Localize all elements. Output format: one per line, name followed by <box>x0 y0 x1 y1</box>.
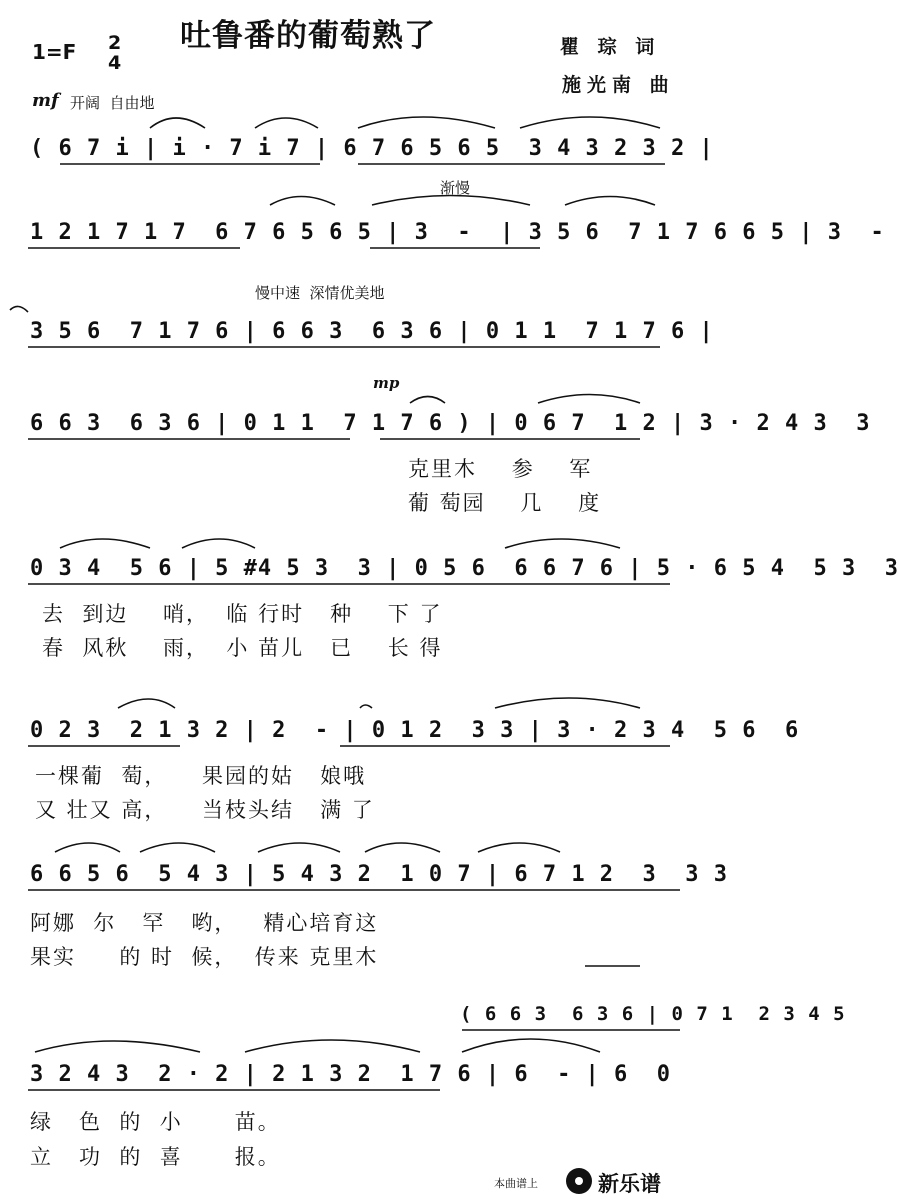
slur <box>55 843 120 852</box>
slur <box>118 699 175 708</box>
staff-line: 3 5 6 7 1 7 6 | 6 6 3 6 3 6 | 0 1 1 7 1 7 6 | <box>30 319 714 344</box>
slur <box>462 1039 600 1052</box>
intro-direction: 开阔 自由地 <box>70 94 155 112</box>
slur <box>478 843 560 852</box>
slur <box>150 118 205 128</box>
dynamic-mp: mp <box>373 374 400 392</box>
slur <box>565 197 655 206</box>
tempo-direction: 慢中速 深情优美地 <box>255 284 385 302</box>
ritardando-direction: 渐慢 <box>440 179 471 197</box>
slur <box>182 539 255 548</box>
staff-line: 0 3 4 5 6 | 5 #4 5 3 3 | 0 5 6 6 6 7 6 | 5 · 6 5 4 5 3 3 <box>30 556 899 581</box>
staff-line: 6 6 5 6 5 4 3 | 5 4 3 2 1 0 7 | 6 7 1 2 3 3 3 <box>30 862 729 887</box>
slur <box>255 118 318 128</box>
slur <box>358 117 495 128</box>
time-signature-bottom: 4 <box>108 52 122 74</box>
key-signature: 1=F <box>32 40 77 64</box>
slur <box>505 539 620 548</box>
lyric-verse-1: 去 到边 哨， 临 行时 种 下 了 <box>42 602 443 626</box>
watermark-small-text: 本曲谱上 <box>494 1177 538 1190</box>
slur <box>365 843 440 852</box>
lyric-verse-1: 绿 色 的 小 苗。 <box>30 1110 281 1134</box>
slur <box>258 843 340 852</box>
staff-line: 6 6 3 6 3 6 | 0 1 1 7 1 7 6 ) | 0 6 7 1 2 | 3 · 2 4 3 3 <box>30 411 871 436</box>
staff-line: ( 6 7 i | i · 7 i 7 | 6 7 6 5 6 5 3 4 3 2 3 2 | <box>30 136 714 161</box>
slur <box>360 705 372 708</box>
lyric-verse-1: 一棵葡 萄， 果园的姑 娘哦 <box>35 764 367 788</box>
slur <box>270 197 335 206</box>
slur <box>245 1040 420 1052</box>
slur <box>35 1041 200 1052</box>
song-title: 吐鲁番的葡萄熟了 <box>180 18 436 54</box>
staff-line: 3 2 4 3 2 · 2 | 2 1 3 2 1 7 6 | 6 - | 6 0 <box>30 1062 672 1087</box>
lyric-verse-2: 又 壮又 高， 当枝头结 满 了 <box>35 798 375 822</box>
slur <box>60 539 150 548</box>
slur <box>10 306 28 312</box>
lyric-verse-2: 葡 萄园 几 度 <box>408 491 602 515</box>
slur <box>140 843 215 852</box>
time-signature-top: 2 <box>108 32 122 54</box>
staff-line: 0 2 3 2 1 3 2 | 2 - | 0 1 2 3 3 | 3 · 2 3 4 5 6 6 <box>30 718 800 743</box>
disc-icon <box>566 1168 592 1194</box>
slur <box>495 698 640 708</box>
lyric-verse-2: 立 功 的 喜 报。 <box>30 1145 281 1169</box>
lyric-verse-2: 春 风秋 雨， 小 苗儿 已 长 得 <box>42 636 443 660</box>
lyric-verse-1: 克里木 参 军 <box>408 457 593 481</box>
slur <box>372 196 530 206</box>
watermark-logo-text: 新乐谱 <box>598 1172 661 1196</box>
lyricist-credit: 瞿 琮 词 <box>560 36 661 58</box>
ossia-line: ( 6 6 3 6 3 6 | 0 7 1 2 3 4 5 <box>460 1003 846 1025</box>
composer-credit: 施光南 曲 <box>562 74 675 96</box>
staff-line: 1 2 1 7 1 7 6 7 6 5 6 5 | 3 - | 3 5 6 7 1 7 6 6 5 | 3 - <box>30 220 885 245</box>
slur <box>520 117 660 128</box>
site-watermark <box>494 1166 694 1196</box>
dynamic-mf: mf <box>32 90 59 111</box>
lyric-verse-1: 阿娜 尔 罕 哟， 精心培育这 <box>30 911 379 935</box>
slur <box>538 395 640 404</box>
slur <box>410 397 445 404</box>
lyric-verse-2: 果实 的 时 候， 传来 克里木 <box>30 945 379 969</box>
